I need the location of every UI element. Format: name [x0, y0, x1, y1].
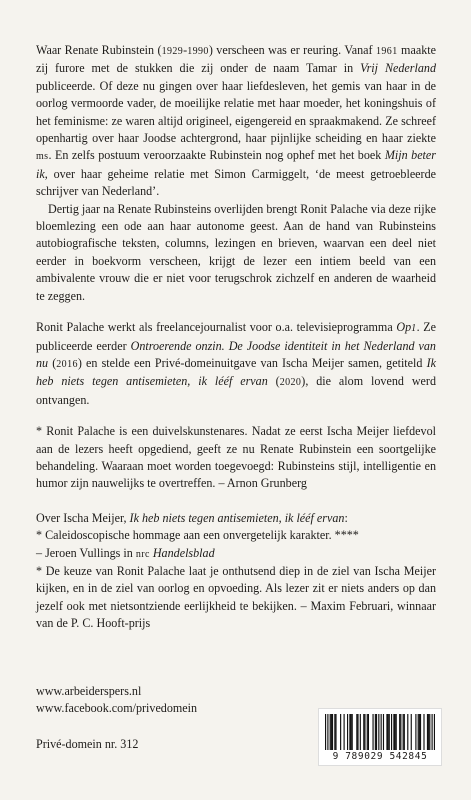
blurb-vullings: * Caleidoscopische hommage aan een onvergetelijk karakter. **** – Jeroen Vullings in nrc Handelsblad [36, 528, 359, 560]
barcode-bar [340, 714, 341, 750]
barcode-bar [378, 714, 379, 750]
barcode-bar [364, 714, 365, 750]
publisher-links [36, 683, 296, 718]
barcode-bar [330, 714, 331, 750]
barcode-bar [415, 714, 416, 750]
barcode-bar [399, 714, 400, 750]
barcode-bar [391, 714, 392, 750]
barcode-bar [423, 714, 424, 750]
barcode-bar [344, 714, 345, 750]
barcode-bar [360, 714, 361, 750]
blurb-februari: * De keuze van Ronit Palache laat je onthutsend diep in de ziel van Ischa Meijer kijken, en in de ziel van oorlog en opvoeding. Als lezer zit er niets anders op dan jezelf ook met nietsontziende eerlijkheid te bekijken. – Maxim Februari, winnaar van de P. C. Hooft-prijs [36, 563, 436, 631]
barcode-bar [357, 714, 358, 750]
barcode-bars [325, 714, 435, 750]
barcode-bar [396, 714, 397, 750]
barcode-bar [407, 714, 408, 750]
barcode-bar [386, 714, 387, 750]
barcode-bar [356, 714, 357, 750]
barcode-bar [429, 714, 430, 750]
barcode-bar [334, 714, 335, 750]
barcode-bar [352, 714, 353, 750]
barcode-bar [428, 714, 429, 750]
barcode-bar [376, 714, 377, 750]
barcode-bar [368, 714, 369, 750]
barcode-bar [420, 714, 421, 750]
barcode-bar [411, 714, 412, 750]
barcode-digits: 9 789029 542845 [332, 751, 428, 762]
barcode-bar [381, 714, 382, 750]
barcode-bar [327, 714, 328, 750]
barcode-bar [389, 714, 390, 750]
barcode-bar [388, 714, 389, 750]
barcode-bar [335, 714, 336, 750]
barcode-bar [363, 714, 364, 750]
bio-paragraph-1: Waar Renate Rubinstein (1929-1990) verscheen was er reuring. Vanaf 1961 maakte zij furore met de stukken die zij onder de naam Tamar in Vrij Nederland publiceerde. Of deze nu gingen over haar liefdesleven, het gemis van haar in de oorlog vermoorde vader, de moeilijke relatie met haar moeder, het koningshuis of het feminisme: ze waren altijd origineel, eigengereid en spraakmakend. Ze schreef openhartig over haar Joodse achtergrond, haar pijnlijke scheiding en haar ziekte ms. En zelfs postuum veroorzaakte Rubinstein nog ophef met het boek Mijn beter ik, over haar geheime relatie met Simon Carmiggelt, ‘de meest getroebleerde schrijver van Nederland’. [36, 43, 436, 199]
barcode-bar [332, 714, 333, 750]
barcode-bar [400, 714, 401, 750]
barcode-bar [349, 714, 350, 750]
blurbs-meijer-book [36, 510, 436, 633]
barcode-bar [383, 714, 384, 750]
barcode-bar [403, 714, 404, 750]
barcode-bar [393, 714, 394, 750]
barcode-bar [331, 714, 332, 750]
barcode-bar [418, 714, 419, 750]
author-bio: Ronit Palache werkt als freelancejournalist voor o.a. televisieprogramma Op1. Ze publiceerde eerder Ontroerende onzin. De Joodse identiteit in het Nederland van nu (2016) en stelde een Privé-domeinuitgave van Ischa Meijer samen, getiteld Ik heb niets tegen antisemieten, ik lééf ervan (2020), die alom lovend werd ontvangen. [36, 320, 436, 407]
barcode-bar [375, 714, 376, 750]
series-number: Privé-domein nr. 312 [36, 737, 139, 751]
isbn-barcode [318, 708, 442, 766]
blurb-grunberg: * Ronit Palache is een duivelskunstenares. Nadat ze eerst Ischa Meijer liefdevol aan de lezers heeft opgediend, geeft ze nu Renate Rubinstein een soortgelijke behandeling. Waaraan moet worden toegevoegd: Rubinsteins stijl, intelligentie en humor zijn nauwelijks te overtreffen. – Arnon Grunberg [36, 424, 436, 491]
barcode-bar [367, 714, 368, 750]
barcode-bar [350, 714, 351, 750]
facebook-link[interactable]: www.facebook.com/privedomein [36, 701, 198, 716]
barcode-bar [432, 714, 433, 750]
blurbs-intro: Over Ischa Meijer, Ik heb niets tegen antisemieten, ik lééf ervan: [36, 510, 348, 525]
barcode-bar [347, 714, 348, 750]
bio-paragraph-2: Dertig jaar na Renate Rubinsteins overlijden brengt Ronit Palache via deze rijke bloemlezing een ode aan haar autonome geest. Aan de hand van Rubinsteins autobiografische teksten, columns, lezingen en brieven, waarvan een deel niet eerder in boekvorm verscheen, krijgt de lezer een intiem beeld van een ambivalente vrouw die er niet voor terugschrok zichzelf en anderen de waarheid te zeggen. [36, 201, 436, 303]
back-cover-text [36, 42, 436, 633]
barcode-bar [404, 714, 405, 750]
barcode-bar [372, 714, 373, 750]
barcode-bar [434, 714, 435, 750]
barcode-bar [427, 714, 428, 750]
publisher-website-link[interactable]: www.arbeiderspers.nl [36, 684, 142, 698]
barcode-bar [325, 714, 326, 750]
barcode-bar [394, 714, 395, 750]
barcode-bar [419, 714, 420, 750]
